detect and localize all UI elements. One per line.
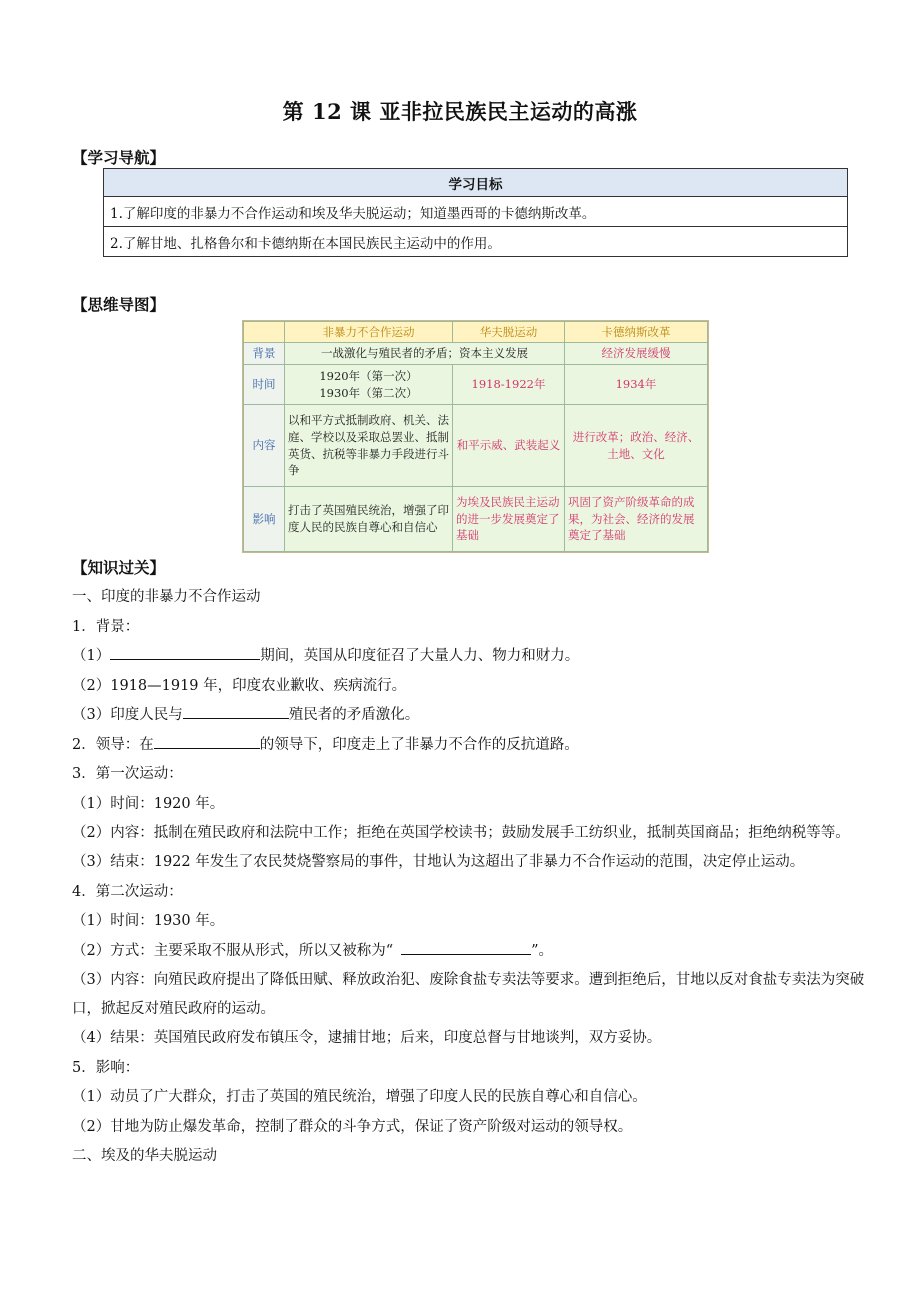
mindmap-cell: 1918-1922年 [453,365,565,405]
item-4-2: （2）方式：主要采取不服从形式，所以又被称为“ ”。 [72,937,872,967]
goal-item: 1.了解印度的非暴力不合作运动和埃及华夫脱运动；知道墨西哥的卡德纳斯改革。 [104,197,848,227]
fill-blank[interactable] [401,940,531,955]
mindmap-text: 1920年（第一次） [319,368,418,383]
mindmap-text: 1930年（第二次） [319,385,418,400]
item-3-1: （1）时间：1920 年。 [72,795,225,812]
mindmap-row-label: 内容 [244,405,285,487]
mindmap-col-header: 华夫脱运动 [453,322,565,343]
item-3-3: （3）结束：1922 年发生了农民焚烧警察局的事件，甘地认为这超出了非暴力不合作运动的范围，决定停止运动。 [72,854,805,870]
mindmap-cell: 1934年 [565,365,708,405]
fill-blank[interactable] [110,645,260,660]
knowledge-body [72,583,872,1172]
mindmap-col-header: 卡德纳斯改革 [565,322,708,343]
mindmap-cell: 和平示威、武装起义 [453,405,565,487]
mindmap-row-label: 时间 [244,365,285,405]
mindmap-image [242,320,709,553]
fill-blank[interactable] [154,734,260,749]
heading-india: 一、印度的非暴力不合作运动 [72,589,261,605]
item-4-4: （4）结果：英国殖民政府发布镇压令，逮捕甘地；后来，印度总督与甘地谈判，双方妥协。 [72,1030,662,1046]
goals-header: 学习目标 [104,169,848,197]
point-second-movement: 4．第二次运动： [72,883,183,900]
mindmap-cell: 进行改革；政治、经济、土地、文化 [565,405,708,487]
goals-table [103,168,848,257]
section-mindmap: 【思维导图】 [72,296,166,314]
mindmap-cell: 一战激化与殖民者的矛盾；资本主义发展 [285,343,565,365]
page-title: 第 12 课 亚非拉民族民主运动的高涨 [282,99,638,124]
item-5-2: （2）甘地为防止爆发革命，控制了群众的斗争方式，保证了资产阶级对运动的领导权。 [72,1118,633,1135]
point-leader: 2．领导：在 的领导下，印度走上了非暴力不合作的反抗道路。 [72,731,872,761]
item-1-2: （2）1918—1919 年，印度农业歉收、疾病流行。 [72,677,407,694]
item-1-3: （3）印度人民与 殖民者的矛盾激化。 [72,701,872,731]
point-background: 1．背景： [72,618,140,635]
fill-blank[interactable] [183,704,289,719]
point-impact: 5．影响： [72,1059,140,1076]
goal-item: 2.了解甘地、扎格鲁尔和卡德纳斯在本国民族民主运动中的作用。 [104,227,848,257]
mindmap-row-label: 背景 [244,343,285,365]
item-5-1: （1）动员了广大群众，打击了英国的殖民统治，增强了印度人民的民族自尊心和自信心。 [72,1089,647,1105]
item-4-3: （3）内容：向殖民政府提出了降低田赋、释放政治犯、废除食盐专卖法等要求。遭到拒绝后，甘地以反对食盐专卖法为突破口，掀起反对殖民政府的运动。 [72,972,865,1017]
heading-egypt: 二、埃及的华夫脱运动 [72,1148,217,1164]
mindmap-corner [244,322,285,343]
section-guide: 【学习导航】 [72,149,166,167]
mindmap-col-header: 非暴力不合作运动 [285,322,453,343]
mindmap-cell [285,365,453,405]
mindmap-cell: 打击了英国殖民统治，增强了印度人民的民族自尊心和自信心 [285,487,453,552]
item-3-2: （2）内容：抵制在殖民政府和法院中工作；拒绝在英国学校读书；鼓励发展手工纺织业，抵制英国商品；拒绝纳税等等。 [72,825,850,841]
mindmap-cell: 经济发展缓慢 [565,343,708,365]
mindmap-cell: 以和平方式抵制政府、机关、法庭、学校以及采取总罢业、抵制英货、抗税等非暴力手段进行斗争 [285,405,453,487]
section-knowledge: 【知识过关】 [72,559,166,577]
item-1-1: （1） 期间，英国从印度征召了大量人力、物力和财力。 [72,642,872,672]
mindmap-cell: 巩固了资产阶级革命的成果，为社会、经济的发展奠定了基础 [565,487,708,552]
mindmap-cell: 为埃及民族民主运动的进一步发展奠定了基础 [453,487,565,552]
item-4-1: （1）时间：1930 年。 [72,913,225,929]
point-first-movement: 3．第一次运动： [72,766,183,782]
mindmap-row-label: 影响 [244,487,285,552]
